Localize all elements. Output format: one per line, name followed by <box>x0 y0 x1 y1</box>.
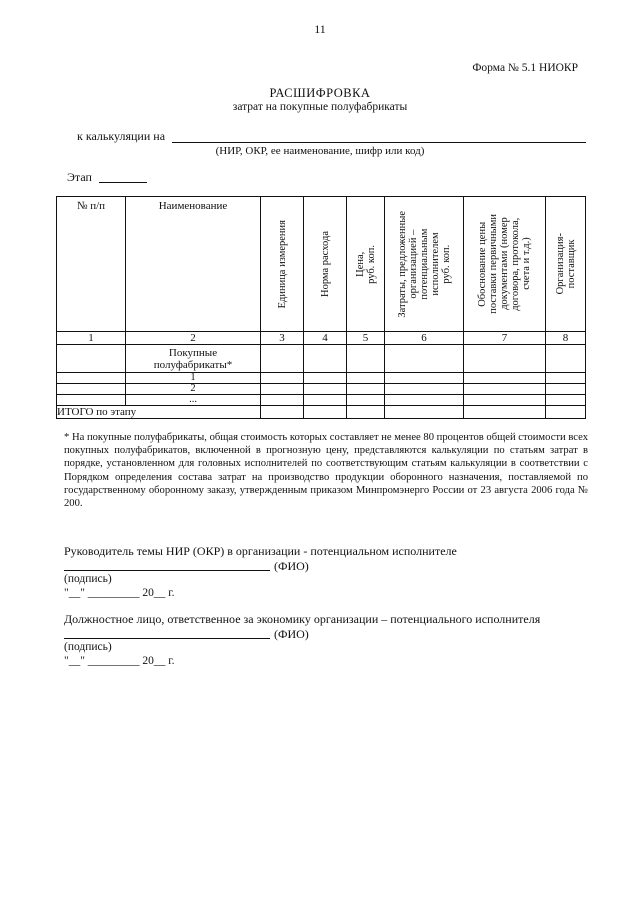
stage-fill-line <box>99 182 147 183</box>
calc-hint: (НИР, ОКР, ее наименование, шифр или код) <box>215 145 425 157</box>
column-number: 4 <box>304 332 347 345</box>
header-cell <box>464 197 546 332</box>
header-norm: Норма расхода <box>319 230 331 297</box>
header-num: № п/п <box>76 200 106 212</box>
table-cell[interactable] <box>261 373 304 384</box>
table-row <box>57 373 586 384</box>
header-cell <box>261 197 304 332</box>
signature-fio: (ФИО) <box>274 559 309 573</box>
header-cell <box>546 197 586 332</box>
header-cell <box>347 197 385 332</box>
table-cell[interactable] <box>464 406 546 419</box>
column-number: 7 <box>464 332 546 345</box>
row-number: ... <box>126 395 261 406</box>
table-cell[interactable] <box>57 373 126 384</box>
table-cell[interactable] <box>347 406 385 419</box>
table-cell[interactable] <box>57 395 126 406</box>
table-cell[interactable] <box>546 384 586 395</box>
calc-label: к калькуляции на <box>77 129 166 143</box>
page-number: 11 <box>314 22 326 36</box>
table-cell[interactable] <box>304 384 347 395</box>
table-cell[interactable] <box>464 345 546 373</box>
header-justification: Обоснование цены поставки первичными документами (номер договора, протокола, счета и т.д.) <box>477 214 532 314</box>
table-cell[interactable] <box>261 395 304 406</box>
signature-sign: (подпись) <box>64 641 112 653</box>
header-name: Наименование <box>158 200 228 212</box>
table-cell[interactable] <box>261 345 304 373</box>
table-cell[interactable] <box>546 395 586 406</box>
table-cell[interactable] <box>347 345 385 373</box>
header-unit: Единица измерения <box>276 219 288 309</box>
header-cell <box>126 197 261 332</box>
header-price: Цена, руб. коп. <box>354 244 377 284</box>
table-cell[interactable] <box>385 345 464 373</box>
header-cell <box>304 197 347 332</box>
table-cell[interactable] <box>347 373 385 384</box>
table-row <box>57 345 586 373</box>
column-number-row <box>57 332 586 345</box>
table-cell[interactable] <box>347 395 385 406</box>
table-header-row <box>57 197 586 332</box>
header-cell <box>385 197 464 332</box>
total-row <box>57 406 586 419</box>
column-number: 3 <box>261 332 304 345</box>
signature-date: "__" _________ 20__ г. <box>64 655 175 667</box>
table-cell[interactable] <box>304 345 347 373</box>
signature-sign: (подпись) <box>64 573 112 585</box>
signature-title: Должностное лицо, ответственное за экономику организации – потенциального исполнителя <box>64 612 541 626</box>
costs-table <box>56 196 586 419</box>
column-number: 5 <box>347 332 385 345</box>
column-number: 2 <box>126 332 261 345</box>
table-cell[interactable] <box>261 406 304 419</box>
stage-label: Этап <box>67 170 92 184</box>
table-cell[interactable] <box>304 395 347 406</box>
document-subtitle: затрат на покупные полуфабрикаты <box>232 101 408 113</box>
table-cell[interactable] <box>464 373 546 384</box>
table-cell[interactable] <box>304 406 347 419</box>
table-cell <box>126 345 261 373</box>
table-row <box>57 395 586 406</box>
column-number: 6 <box>385 332 464 345</box>
table-cell[interactable] <box>464 395 546 406</box>
column-number: 1 <box>57 332 126 345</box>
table-cell[interactable] <box>57 345 126 373</box>
header-supplier: Организация- поставщик <box>554 233 577 295</box>
signature-line <box>64 570 270 571</box>
table-cell[interactable] <box>385 373 464 384</box>
table-cell[interactable] <box>57 384 126 395</box>
table-cell[interactable] <box>546 406 586 419</box>
table-cell[interactable] <box>546 345 586 373</box>
signature-fio: (ФИО) <box>274 627 309 641</box>
signature-title: Руководитель темы НИР (ОКР) в организации - потенциальном исполнителе <box>64 544 457 558</box>
footnote: * На покупные полуфабрикаты, общая стоимость которых составляет не менее 80 процентов общей стоимости всех покупных полуфабрикатов, включенной в прогнозную цену, представляются калькуляции по статьям затрат в порядке, установленном для головных исполнителей по соответствующим статьям калькуляции в соответствии с Порядком определения состава затрат на производство продукции оборонного назначения, поставляемой по государственному оборонному заказу, утвержденным приказом Минпромэнерго России от 23 августа 2006 года № 200. <box>64 432 588 510</box>
row-number: 2 <box>126 384 261 395</box>
table-cell[interactable] <box>347 384 385 395</box>
calc-fill-line <box>172 142 586 143</box>
header-cell <box>57 197 126 332</box>
section-label: Покупные полуфабрикаты* <box>153 347 233 371</box>
total-label: ИТОГО по этапу <box>57 406 261 419</box>
table-cell[interactable] <box>385 395 464 406</box>
table-row <box>57 384 586 395</box>
row-number: 1 <box>126 373 261 384</box>
table-cell[interactable] <box>385 406 464 419</box>
table-cell[interactable] <box>546 373 586 384</box>
column-number: 8 <box>546 332 586 345</box>
document-title: РАСШИФРОВКА <box>269 86 371 100</box>
table-cell[interactable] <box>304 373 347 384</box>
signature-date: "__" _________ 20__ г. <box>64 587 175 599</box>
table-cell[interactable] <box>385 384 464 395</box>
table-cell[interactable] <box>261 384 304 395</box>
header-costs: Затраты, предложенные организацией – потенциальным исполнителем руб. коп. <box>396 210 452 318</box>
table-cell[interactable] <box>464 384 546 395</box>
signature-line <box>64 638 270 639</box>
form-number: Форма № 5.1 НИОКР <box>472 62 578 74</box>
